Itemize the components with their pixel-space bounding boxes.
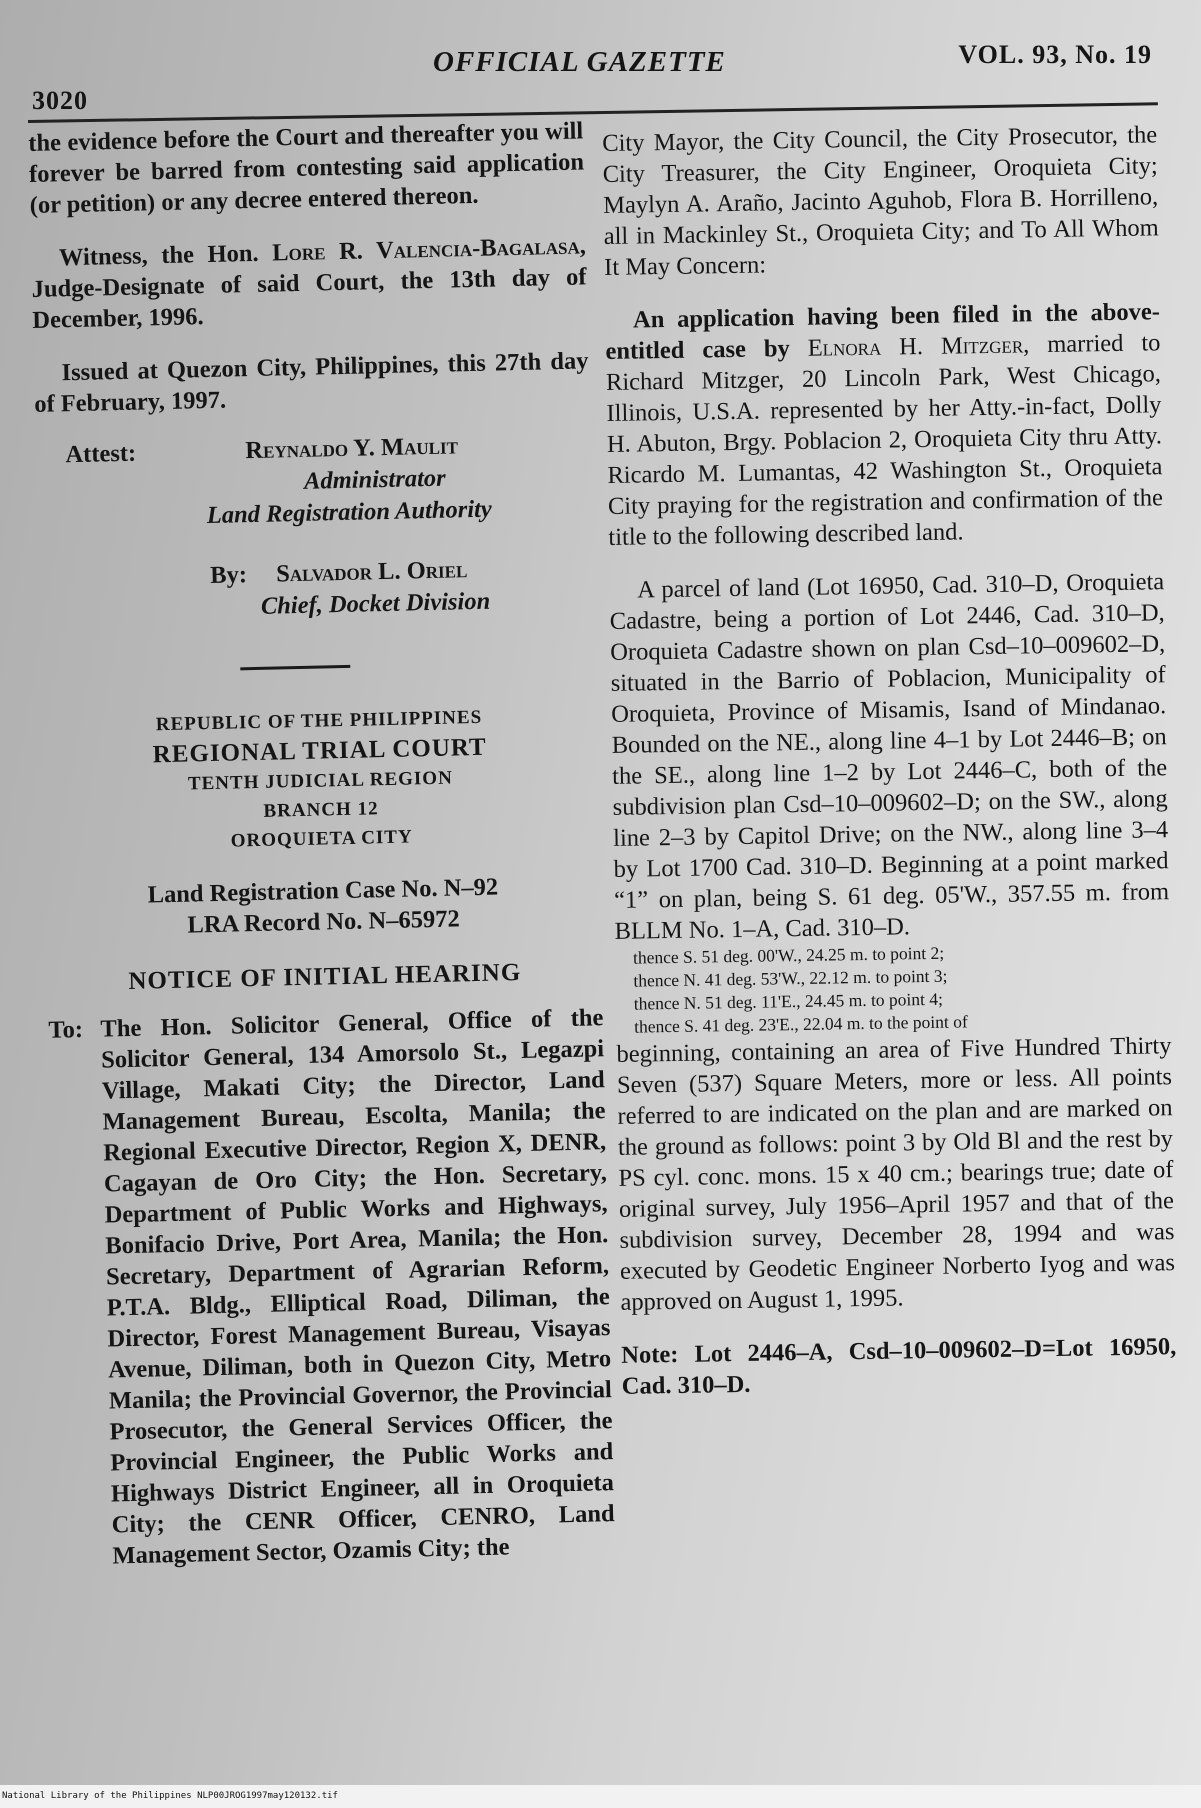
court-line-republic: REPUBLIC OF THE PHILIPPINES [155, 706, 483, 736]
to-label: To: [48, 1015, 84, 1044]
closing-paragraph: the evidence before the Court and thereafter you will forever be barred from contesting said application (or petition) or any decree entered thereon. [28, 117, 585, 219]
page-header [28, 32, 1168, 115]
attestation-block [35, 423, 595, 646]
attest-signatory-office: Land Registration Authority [206, 495, 493, 530]
section-divider [240, 665, 350, 670]
application-suffix: , married to Richard Mitzger, 20 Lincoln Park, West Chicago, Illinois, U.S.A. represented by her Atty.-in-fact, Dolly H. Abuton, Brgy. Poblacion 2, Oroquieta City thru Atty. Ricardo M. Lumantas, 42 Washington St., Oroquieta City praying for the registration and confirmation of the title to the following described land. [605, 329, 1164, 551]
note-paragraph: Note: Lot 2446–A, Csd–10–009602–D=Lot 16950, Cad. 310–D. [621, 1333, 1177, 1400]
court-line-branch: BRANCH 12 [263, 798, 379, 822]
attest-signatory-title: Administrator [303, 464, 446, 495]
witness-paragraph [31, 230, 588, 336]
attest-label: Attest: [65, 439, 137, 469]
application-prefix: An application having been filed in the above-entitled case by [605, 298, 1161, 365]
bearing-line: thence S. 41 deg. 23'E., 22.04 m. to the point of [633, 1011, 968, 1037]
left-column [28, 115, 616, 1572]
addressees-block [48, 1002, 616, 1572]
witness-suffix: , Judge-Designate of said Court, the 13th day of December, 1996. [31, 232, 587, 334]
court-line-city: OROQUIETA CITY [230, 826, 413, 852]
scan-source-label: National Library of the Philippines NLP00JROG1997may120132.tif [2, 1791, 338, 1801]
addressees-continued: City Mayor, the City Council, the City Prosecutor, the City Treasurer, the City Engineer, Oroquieta City; Maylyn A. Araño, Jacinto Aguhob, Flora B. Horrilleno, all in Mackinley St., Oroquieta City; and To All Whom It May Concern: [602, 121, 1159, 281]
judge-name: Lore R. Valencia-Bagalasa [271, 232, 581, 267]
court-line-region: TENTH JUDICIAL REGION [187, 767, 454, 795]
issued-paragraph: Issued at Quezon City, Philippines, this 27th day of February, 1997. [33, 347, 589, 418]
header-rule [28, 102, 1158, 123]
volume-number: VOL. 93, No. 19 [958, 40, 1152, 69]
case-number: Land Registration Case No. N–92 [147, 873, 499, 909]
parcel-description: A parcel of land (Lot 16950, Cad. 310–D, Oroquieta Cadastre, being a portion of Lot 2446, Cad. 310–D, Oroquieta Cadastre shown on plan Csd–10–009602–D, situated in the Barrio of Poblacion, Municipality of Oroquieta, Province of Misamis, Isand of Mindanao. Bounded on the NE., along line 4–1 by Lot 2446–B; on the SE., along line 1–2 by Lot 2446–C, both of the subdivision plan Csd–10–009602–D; on the SW., along line 2–3 by Capitol Drive; on the NW., along line 3–4 by Lot 1700 Cad. 310–D. Beginning at a point marked “1” on plan, being S. 61 deg. 05'W., 357.55 m. from BLLM No. 1–A, Cad. 310–D. [609, 568, 1170, 945]
page-number: 3020 [32, 86, 88, 115]
bearings-list [615, 938, 1171, 1039]
application-paragraph [605, 296, 1164, 553]
by-signatory-name: Salvador L. Oriel [275, 556, 468, 588]
bearing-line: thence N. 41 deg. 53'W., 22.12 m. to point 3; [633, 965, 948, 991]
right-column [602, 119, 1177, 1402]
publication-title: OFFICIAL GAZETTE [433, 46, 726, 78]
case-reference [45, 869, 601, 944]
bearing-line: thence S. 51 deg. 00'W., 24.25 m. to point 2; [632, 942, 945, 968]
parcel-continuation: beginning, containing an area of Five Hundred Thirty Seven (537) Square Meters, more or less. All points referred to are indicated on the plan and are marked on the ground as follows: point 3 by Old Bl and the rest by PS cyl. conc. mons. 15 x 40 cm.; bearings true; date of original survey, July 1956–April 1957 and that of the subdivision survey, December 28, 1994 and was executed by Geodetic Engineer Norberto Iyog and was approved on August 1, 1995. [616, 1032, 1176, 1316]
scan-footer [0, 1785, 1201, 1808]
attest-signatory-name: Reynaldo Y. Maulit [245, 432, 459, 465]
bearing-line: thence N. 51 deg. 11'E., 24.45 m. to point 4; [633, 988, 944, 1014]
court-heading [41, 700, 599, 860]
applicant-name: Elnora H. Mitzger [807, 331, 1024, 362]
witness-prefix: Witness, the Hon. [58, 239, 259, 272]
court-line-rtc: REGIONAL TRIAL COURT [152, 733, 487, 769]
notice-title: NOTICE OF INITIAL HEARING [128, 959, 522, 995]
addressees-text: The Hon. Solicitor General, Office of the Solicitor General, 134 Amorsolo St., Legazpi Village, Makati City; the Director, Land Management Bureau, Escolta, Manila; the Regional Executive Director, Region X, DENR, Cagayan de Oro City; the Hon. Secretary, Department of Public Works and Highways, Bonifacio Drive, Port Area, Manila; the Hon. Secretary, Department of Agrarian Reform, P.T.A. Bldg., Elliptical Road, Diliman, the Director, Forest Management Bureau, Visayas Avenue, Diliman, both in Quezon City, Metro Manila; the Provincial Governor, the Provincial Prosecutor, the General Services Officer, the Provincial Engineer, the Public Works and Highways District Engineer, all in Oroquieta City; the CENR Officer, CENRO, Land Management Sector, Ozamis City; the [100, 1004, 615, 1570]
by-label: By: [209, 561, 248, 589]
by-signatory-title: Chief, Docket Division [260, 587, 491, 620]
lra-record-number: LRA Record No. N–65972 [187, 905, 460, 939]
